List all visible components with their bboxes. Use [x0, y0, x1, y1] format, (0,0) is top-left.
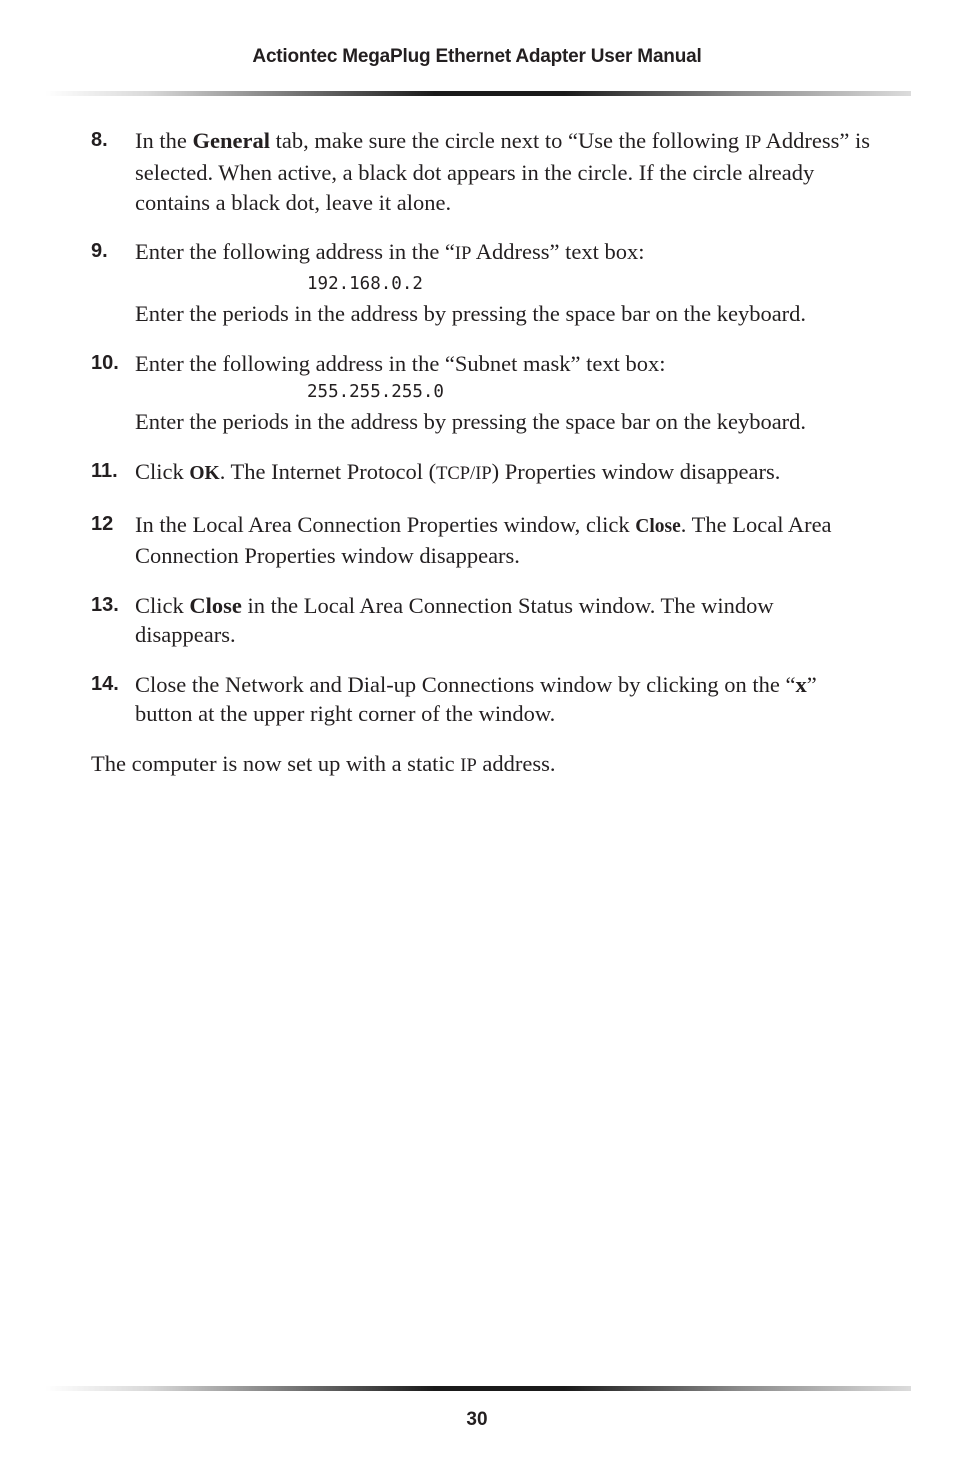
step-9	[0, 237, 954, 328]
step-8	[0, 126, 954, 217]
step-10	[0, 349, 954, 437]
step-number: 14.	[91, 673, 119, 696]
step-text: Click Close in the Local Area Connection Status window. The window disappears.	[135, 593, 774, 648]
ip-address-value: 192.168.0.2	[307, 273, 423, 294]
step-12	[0, 510, 954, 571]
header-rule	[45, 91, 911, 96]
step-text: In the General tab, make sure the circle next to “Use the following IP Address” is selected. When active, a black dot appears in the circle. If the circle already contains a black dot, leave it alone.	[135, 128, 871, 215]
step-text: Click OK. The Internet Protocol (TCP/IP) Properties window disappears.	[135, 459, 781, 485]
page-number: 30	[466, 1409, 488, 1430]
step-11	[0, 457, 954, 489]
instructions-body	[0, 126, 954, 782]
closing-paragraph: The computer is now set up with a static IP address.	[91, 751, 556, 777]
page-header-title: Actiontec MegaPlug Ethernet Adapter User Manual	[252, 46, 702, 67]
step-14	[0, 670, 954, 729]
step-text: Enter the following address in the “Subnet mask” text box: 255.255.255.0 Enter the periods in the address by pressing the space bar on the keyboard.	[135, 349, 874, 437]
step-number: 8.	[91, 129, 108, 151]
step-13	[0, 591, 954, 650]
step-text: In the Local Area Connection Properties window, click Close. The Local Area Connection Properties window disappears.	[135, 511, 832, 569]
step-number: 9.	[91, 240, 108, 263]
step-number: 10.	[91, 351, 119, 374]
subnet-mask-value: 255.255.255.0	[307, 382, 444, 403]
step-text: Enter the following address in the “IP Address” text box: 192.168.0.2 Enter the periods in the address by pressing the space bar on the keyboard.	[135, 237, 874, 328]
step-text: Close the Network and Dial-up Connections window by clicking on the “x” button at the upper right corner of the window.	[135, 672, 817, 727]
step-number: 11.	[91, 460, 118, 483]
step-number: 13.	[91, 594, 119, 617]
step-number: 12	[91, 512, 114, 535]
footer-rule	[45, 1386, 911, 1391]
